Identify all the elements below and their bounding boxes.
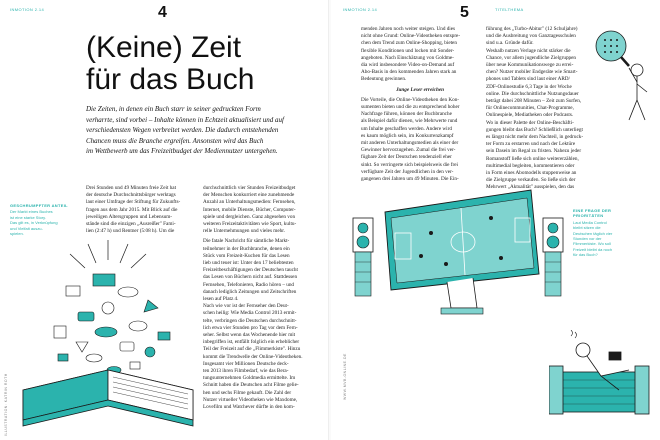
text-line: hen und sechs Filme gekauft. Die Zahl der (203, 389, 292, 396)
sidebar-title: EINE FRAGE DER PRIORITÄTEN (573, 208, 612, 219)
text-line: gangenen drei Jahren um 49 Minuten. Die Ein- (361, 176, 459, 183)
text-line: danach lediglich Zeitungen und Zeitschriften (203, 288, 297, 295)
left-column-1 (86, 185, 196, 235)
text-line: Bedeutung gewinnen. (361, 76, 407, 83)
text-line: ten 2013 ihren Filmbedarf, wie das Bera- (203, 368, 289, 375)
text-line: Freizeitbeschäftigungen der Deutschen taucht (203, 267, 298, 274)
left-vertical-credit: ILLUSTRATION: KATRIN ROTH (4, 373, 8, 436)
text-line: ter Form zu erstarren und nach der Lektüre (486, 141, 576, 148)
text-line: dia wird insbesondere Video-on-Demand auf (361, 62, 455, 69)
right-page-header-left: INMOTION 2.14 (343, 7, 378, 12)
floating-shapes-icon (54, 274, 170, 374)
text-line: Nutzer virtueller Videotheken wie Maxdome, (203, 396, 298, 403)
speaker-right-icon (543, 218, 563, 296)
article-lead (86, 104, 322, 157)
text-line: Nachfrage führen, können der Buchbranche (361, 111, 452, 118)
text-line: das Lesen von Büchern nicht auf. Stattdessen (203, 274, 298, 281)
text-line: über neue Kommunikationswege zu errei- (486, 62, 574, 69)
text-line: phones und Tablets sind laut einer ARD/ (486, 76, 570, 83)
text-line: Drei Stunden und 49 Minuten freie Zeit hat (86, 185, 177, 191)
text-line: spiele und dergleichen. Ganz abgesehen von (203, 213, 296, 220)
sidebar-line: Deutschen täglich vier (573, 230, 613, 236)
text-line: relle Unternehmungen und vieles mehr. (203, 228, 285, 235)
text-line: lieb und teuer ist: Unter den 17 beliebtesten (203, 260, 294, 267)
lead-line: Chancen muss die Branche ergreifen. Ansonsten wird das Buch (86, 136, 264, 145)
text-line: Gewinner hervorzugehen. Zumal die frei ver- (361, 147, 456, 154)
left-column-2 (203, 185, 323, 411)
speaker-left-icon (353, 218, 373, 296)
text-line: um Inhalte geschaffen werden. Andere wird (361, 125, 452, 132)
magnifier-person-illustration (593, 28, 655, 128)
text-line: Internet, mobile Dienste, Bücher, Computer- (203, 206, 296, 213)
text-line: Lovefilm und Watchever dürfte in den kom- (203, 404, 295, 411)
text-line: lien (2:47 h) und Rentner (5:08 h). Um die (86, 228, 175, 235)
text-line: inbegriffen ist, entfällt folglich ein erheblicher (203, 339, 300, 346)
text-line: menden Jahren noch weiter steigen. Und dies (361, 26, 456, 32)
open-book-illustration (18, 230, 198, 435)
sidebar-line: und Vielfalt auszu- (10, 225, 43, 231)
text-line: Die fatale Nachricht für sämtliche Markt- (203, 238, 290, 245)
text-line: und die Ausbreitung von Ganztagesschulen (486, 33, 576, 40)
text-line: in Form eines Abomodells stuppenweise an (486, 170, 577, 177)
text-line: jeweiligen Altersgruppen und Lebensum- (86, 213, 173, 220)
section-subhead: Junge Leser erreichen (395, 86, 445, 93)
text-line: Anzahl an Unterhaltungsmedien: Fernsehen, (203, 199, 296, 206)
lead-line: im Wettbewerb um das Freizeitbudget der Mediennutzer untergehen. (86, 147, 278, 156)
sidebar-line: Flimmerkiste. Wo soll (573, 241, 611, 247)
right-column-1 (361, 26, 479, 183)
text-line: Wo in dieser Palette der Online-Beschäfti- (486, 119, 574, 126)
text-line: der deutsche Durchschnittsbürger werktags (86, 192, 176, 199)
text-line: nicht ohne Grund: Online-Videotheken entspre- (361, 33, 461, 40)
text-line: Onlinespiele, Mediatheken oder Podcasts. (486, 112, 574, 119)
right-page-header-right: TITELTHEMA (495, 7, 524, 12)
article-title (86, 32, 254, 96)
text-line: tungsunternehmen Goldmedia ermittelte. Im (203, 375, 296, 382)
text-line: Mehrwert „Aktualität" ausspielen, den das (486, 184, 575, 191)
tv-football-illustration (351, 178, 571, 323)
text-line: mit anderen Unterhaltungsmedien als einer der (361, 140, 459, 147)
text-line: angeboten. Nach Einschätzung von Goldme- (361, 54, 454, 61)
text-line: durchschnittlich vier Stunden Freizeitbudget (203, 185, 296, 191)
sidebar-line: ist eine starke Story. (10, 214, 46, 220)
text-line: kommt die Trendwelle der Online-Videotheken. (203, 353, 303, 360)
text-line: sinkt. So verringerte sich beispielsweis die frei (361, 161, 458, 168)
sofa-person-illustration (549, 330, 654, 425)
right-page (331, 0, 660, 440)
sidebar-title: GESCHRUMPFTER ANTEIL (10, 203, 68, 208)
text-line: Nach wie vor ist der Fernseher den Deut- (203, 303, 289, 310)
text-line: als Beispiel dafür dienen, wie Mehrwerte rund (361, 118, 458, 125)
text-line: ZDF-Onlinestudie 6,3 Tage in der Woche (486, 83, 572, 90)
text-line: lich etwa vier Stunden pro Tag vor dem Fern- (203, 324, 298, 331)
lead-line: verschiedensten Wegen verbreitet werden. Die dadurch entstehenden (86, 126, 279, 135)
burst-lines-icon (70, 240, 146, 268)
magnifying-glass-icon (596, 31, 629, 66)
text-line: Weshalb nutzen Verlage nicht stärker die (486, 47, 571, 54)
sidebar-line: Der Markt eines Buches (10, 209, 53, 215)
tv-screen-icon (385, 190, 539, 314)
title-line-2: für das Buch (86, 63, 255, 96)
text-line: lesen auf Platz 4. (203, 296, 239, 303)
text-line: Die Vorteile, die Online-Videotheken den Kon- (361, 96, 460, 103)
lead-line: Die Zeiten, in denen ein Buch starr in seiner gedruckten Form (86, 105, 261, 113)
right-column-2 (486, 26, 608, 192)
left-page (0, 0, 329, 440)
left-page-number: 4 (158, 4, 167, 21)
sidebar-line: Stunden vor der (573, 236, 602, 242)
text-line: stände sind die einzigen „Ausreißer" Fami- (86, 221, 176, 228)
text-line: multimedial begleiten, kommentieren oder (486, 162, 575, 169)
sidebar-line: für das Buch? (573, 252, 598, 258)
sidebar-line: bleibt sitzen die (573, 225, 601, 231)
right-sidebar-note (573, 208, 643, 258)
steam-cup-icon (571, 330, 577, 338)
text-line: sind u.a. Gründe dafür. (486, 40, 534, 47)
text-line: online. Die durchschnittliche Nutzungsdauer (486, 90, 579, 97)
book-icon (23, 370, 193, 426)
text-line: es kaum möglich sein, im Konkurrenzkampf (361, 132, 454, 139)
text-line: laut einer Umfrage der Stiftung für Zukunfts- (86, 199, 181, 206)
sidebar-line: Das gilt es, in Verknüpfung (10, 220, 58, 226)
text-line: Schnitt haben die Deutschen acht Filme gelie- (203, 382, 299, 389)
text-line: der Menschen konkurriert eine zunehmende (203, 192, 295, 199)
text-line: Fernsehen, Telefonieren, Radio hören – und (203, 281, 295, 288)
text-line: seher. Selbst wenn das Wochenende hier mit (203, 332, 296, 339)
text-line: führung des „Turbo-Abitur" (12 Schuljahre) (486, 26, 578, 32)
text-line: sumenten bieten und die zu entsprechend hoher (361, 104, 460, 111)
text-line: telte, verbringen die Deutschen durchschnitt- (203, 317, 297, 324)
text-line: teilnehmer in der Buchbranche, denen ein (203, 245, 290, 252)
sidebar-line: Freizeit bleibt da noch (573, 246, 613, 252)
text-line: Stück vom Freizeit-Kuchen für das Lesen (203, 252, 290, 259)
text-line: für Onlinecommunities, Chat-Programme, (486, 105, 574, 112)
text-line: Romanstoff ließe sich online weitererzählen, (486, 155, 579, 162)
lead-line: verharrte, sind vorbei – Inhalte können in Echtzeit aktualisiert und auf (86, 115, 284, 124)
text-line: verfügbare Zeit der Jugendlichen in den ver- (361, 168, 454, 175)
right-page-number: 5 (460, 4, 469, 21)
text-line: Chance, vor allem jugendliche Zielgruppen (486, 54, 577, 61)
text-line: es längst nicht mehr dem Nachteil, in gedruck- (486, 134, 584, 141)
text-line: chen dem Trend zum Online-Shopping, bieten (361, 40, 457, 47)
text-line: weiteren Freizeitaktivitäten wie Sport, kultu- (203, 221, 297, 228)
title-line-1: (Keine) Zeit (86, 31, 242, 64)
text-line: Insgesamt vier Millionen Deutsche deck- (203, 360, 289, 367)
left-page-header: INMOTION 2.14 (10, 7, 45, 12)
text-line: schen heilig: Wie Media Control 2013 ermit- (203, 310, 297, 317)
sidebar-line: Laut Media Control (573, 219, 607, 225)
text-line: gungen bleibt das Buch? Schließlich unterliegt (486, 126, 583, 133)
text-line: sein Dasein im Regal zu fristen. Nahezu jeder (486, 148, 582, 155)
text-line: chen? Nutzer mobiler Endgeräte wie Smart- (486, 69, 578, 76)
text-line: die Zielgruppe verkaufen. So ließe sich der (486, 177, 576, 184)
text-line: Abo-Basis in den kommenden Jahren stark an (361, 69, 457, 76)
text-line: fügbare Zeit der Deutschen tendenziell eher (361, 154, 452, 161)
text-line: Teil der Freizeit auf die „Flimmerkiste". Hinzu (203, 346, 301, 353)
text-line: fragen aus dem Jahr 2015. Mit Blick auf die (86, 206, 178, 213)
right-vertical-url: WWW.MVB-ONLINE.DE (343, 353, 347, 400)
sidebar-line: spielen. (10, 231, 24, 237)
text-line: beträgt dabei 208 Minuten – Zeit zum Surfen, (486, 98, 582, 105)
text-line: flexible Konditionen und locken mit Sonder- (361, 47, 455, 54)
person-icon (629, 64, 647, 120)
